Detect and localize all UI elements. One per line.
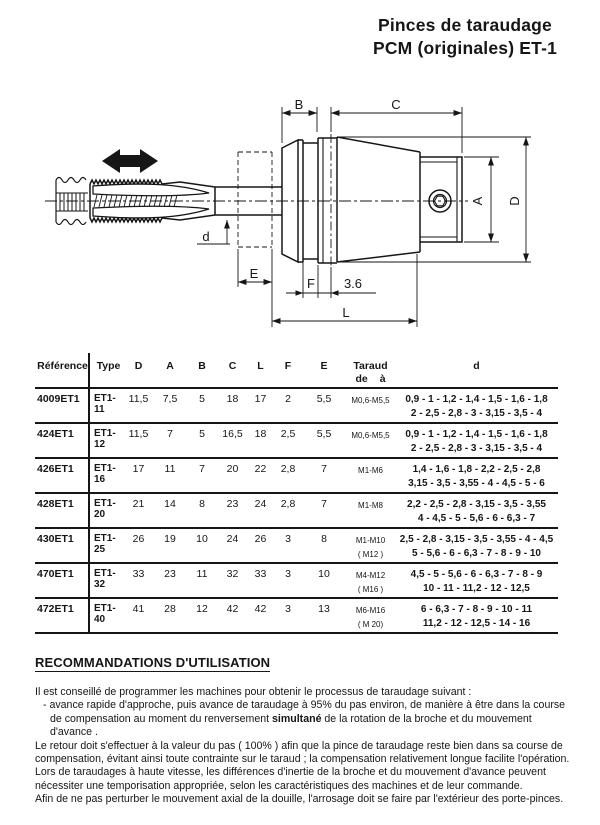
cell-C: 20: [226, 463, 239, 475]
dim-label-c: C: [391, 97, 401, 112]
table-header-row: [35, 353, 558, 388]
cell-F: 3: [285, 568, 291, 580]
cell-d-line1: 2,5 - 2,8 - 3,15 - 3,5 - 3,55 - 4 - 4,5: [399, 533, 554, 545]
cell-E: 10: [318, 568, 330, 580]
dim-label-rim: 3.6: [343, 276, 363, 291]
page-title: [340, 14, 590, 60]
table-row: [35, 493, 558, 528]
header-a: A: [166, 360, 174, 372]
cell-F: 3: [285, 603, 291, 615]
cell-A: 28: [164, 603, 176, 615]
dimension-annotations: [197, 107, 531, 327]
cell-reference: 472ET1: [35, 598, 89, 633]
cell-L: 24: [254, 498, 267, 510]
cell-L: 26: [254, 533, 267, 545]
cell-E: 5,5: [316, 428, 332, 440]
spec-table-body: [35, 388, 558, 633]
cell-d-line2: 4 - 4,5 - 5 - 5,6 - 6 - 6,3 - 7: [417, 512, 536, 524]
cell-d-line2: 3,15 - 3,5 - 3,55 - 4 - 4,5 - 5 - 6: [408, 477, 545, 489]
cell-d-values: [395, 423, 558, 458]
cell-D: 26: [132, 533, 145, 545]
cell-d-line2: 2 - 2,5 - 2,8 - 3 - 3,15 - 3,5 - 4: [410, 407, 543, 419]
cell-B: 7: [199, 463, 205, 475]
cell-reference: 4009ET1: [35, 388, 89, 423]
reco-para3-line2: nécessiter une temporisation appropriée, selon les caractéristiques des machines et de leur commande.: [35, 779, 523, 792]
cell-C: 23: [226, 498, 239, 510]
reco-bullet-line2-pre: de compensation au moment du renversement: [50, 712, 273, 725]
cell-taraud: [346, 458, 395, 493]
cell-A: 14: [164, 498, 176, 510]
cell-d-values: [395, 563, 558, 598]
cell-L: 18: [254, 428, 267, 440]
cell-d-values: [395, 528, 558, 563]
cell-C: 18: [226, 393, 239, 405]
cell-B: 5: [199, 428, 205, 440]
cell-taraud-range: M1-M8: [358, 501, 383, 510]
cell-D: 21: [132, 498, 145, 510]
cell-type: ET1-11: [94, 393, 116, 415]
header-d-small: d: [473, 360, 480, 372]
cell-d-values: [395, 598, 558, 633]
header-b: B: [198, 360, 206, 372]
reco-bullet-line2-bold: simultané: [272, 712, 322, 725]
cell-L: 22: [254, 463, 267, 475]
reco-intro: Il est conseillé de programmer les machines pour obtenir le processus de taraudage suivant :: [35, 686, 472, 698]
reco-para4: Afin de ne pas perturber le mouvement axial de la douille, l'arrosage doit se faire par l'extérieur des porte-pinces.: [35, 793, 564, 806]
cell-taraud-range: M4-M12: [355, 571, 386, 580]
header-taraud-a: à: [379, 373, 386, 385]
cell-C: 16,5: [222, 428, 243, 440]
header-type: Type: [96, 360, 121, 372]
dim-label-e: E: [249, 266, 259, 281]
cell-E: 5,5: [316, 393, 332, 405]
header-l: L: [257, 360, 264, 372]
collet-drawing-svg: [30, 85, 570, 335]
table-row: [35, 528, 558, 563]
table-row: [35, 388, 558, 423]
dim-label-f: F: [307, 276, 315, 291]
cell-D: 17: [132, 463, 145, 475]
cell-taraud-range: M1-M10: [355, 536, 386, 545]
dim-label-d-small: d: [202, 229, 210, 244]
cell-F: 2: [285, 393, 291, 405]
header-taraud-line2: [346, 373, 395, 386]
cell-L: 17: [254, 393, 267, 405]
cell-type: ET1-12: [94, 428, 116, 450]
cell-D: 11,5: [128, 393, 149, 405]
header-taraud-line1: Taraud: [353, 360, 388, 372]
header-taraud-de: de: [355, 373, 368, 385]
axial-motion-arrow-icon: [102, 149, 158, 173]
reco-para2-line2: compensation, évitant ainsi toute contrainte sur le taraud ; la compensation relativement longue facilite l'opération.: [35, 753, 570, 766]
recommendations-heading: RECOMMANDATIONS D'UTILISATION: [35, 655, 271, 670]
cell-d-line2: 11,2 - 12 - 12,5 - 14 - 16: [422, 617, 531, 629]
table-row: [35, 423, 558, 458]
cell-type: ET1-16: [94, 463, 116, 485]
dim-label-a: A: [470, 196, 485, 206]
cell-B: 11: [196, 568, 208, 580]
cell-d-values: [395, 388, 558, 423]
cell-B: 12: [196, 603, 208, 615]
cell-F: 3: [285, 533, 291, 545]
cell-F: 2,8: [280, 463, 296, 475]
cell-C: 32: [226, 568, 239, 580]
hidden-bore-outline: [238, 152, 272, 247]
cell-d-line2: 5 - 5,6 - 6 - 6,3 - 7 - 8 - 9 - 10: [412, 547, 541, 559]
cell-d-values: [395, 458, 558, 493]
cell-taraud: [346, 563, 395, 598]
cell-D: 11,5: [128, 428, 149, 440]
cell-taraud-range: M0,6-M5,5: [351, 431, 390, 440]
header-reference: Référence: [35, 353, 89, 388]
cell-type: ET1-25: [94, 533, 116, 555]
cell-taraud: [346, 493, 395, 528]
reco-bullet-line3: d'avance .: [50, 726, 98, 739]
cell-reference: 424ET1: [35, 423, 89, 458]
reco-para3-line1: Lors de taraudages à haute vitesse, les différences d'inertie de la broche et du mouvement d'avance peuvent: [35, 766, 546, 779]
header-e: E: [320, 360, 328, 372]
cell-A: 7: [167, 428, 173, 440]
cell-A: 19: [164, 533, 176, 545]
cell-taraud: [346, 528, 395, 563]
page-title-line1: Pinces de taraudage: [377, 15, 552, 35]
cell-d-line1: 6 - 6,3 - 7 - 8 - 9 - 10 - 11: [420, 603, 533, 615]
table-row: [35, 598, 558, 633]
cell-F: 2,5: [280, 428, 296, 440]
cell-F: 2,8: [280, 498, 296, 510]
dim-label-b: B: [294, 97, 304, 112]
reco-bullet-line1: - avance rapide d'approche, puis avance de taraudage à 95% du pas environ, de manière à être dans la course: [43, 699, 566, 712]
cell-reference: 470ET1: [35, 563, 89, 598]
cell-L: 33: [254, 568, 267, 580]
cell-A: 11: [164, 463, 176, 475]
cell-L: 42: [254, 603, 267, 615]
reco-bullet-line2: [35, 713, 580, 726]
cell-d-line1: 2,2 - 2,5 - 2,8 - 3,15 - 3,5 - 3,55: [407, 498, 546, 510]
cell-E: 7: [321, 463, 327, 475]
cell-taraud-range: M6-M16: [355, 606, 386, 615]
cell-taraud-option: ( M 20): [357, 619, 384, 629]
spec-table: [35, 353, 558, 634]
cell-taraud-range: M1-M6: [358, 466, 383, 475]
cell-reference: 430ET1: [35, 528, 89, 563]
cell-taraud-option: ( M16 ): [357, 584, 384, 594]
cell-d-values: [395, 493, 558, 528]
cell-B: 8: [199, 498, 205, 510]
reco-bullet-line2-post: de la rotation de la broche et du mouvement: [321, 712, 532, 725]
technical-drawing: [30, 85, 570, 335]
page-title-line2: PCM (originales) ET-1: [372, 38, 558, 58]
dim-label-d-big: D: [507, 196, 522, 206]
cell-B: 10: [196, 533, 208, 545]
cell-D: 41: [132, 603, 145, 615]
cell-d-line1: 0,9 - 1 - 1,2 - 1,4 - 1,5 - 1,6 - 1,8: [405, 393, 548, 405]
recommendations-text: [35, 686, 580, 807]
table-row: [35, 563, 558, 598]
header-d: D: [134, 360, 143, 372]
cell-d-line1: 1,4 - 1,6 - 1,8 - 2,2 - 2,5 - 2,8: [412, 463, 541, 475]
cell-A: 7,5: [162, 393, 178, 405]
cell-type: ET1-32: [94, 568, 116, 590]
cell-d-line2: 2 - 2,5 - 2,8 - 3 - 3,15 - 3,5 - 4: [410, 442, 543, 454]
cell-C: 24: [226, 533, 239, 545]
cell-E: 8: [321, 533, 327, 545]
cell-d-line1: 4,5 - 5 - 5,6 - 6 - 6,3 - 7 - 8 - 9: [410, 568, 543, 580]
cell-D: 33: [132, 568, 145, 580]
cell-taraud: [346, 388, 395, 423]
dim-label-l: L: [342, 305, 350, 320]
cell-taraud: [346, 598, 395, 633]
cell-d-line1: 0,9 - 1 - 1,2 - 1,4 - 1,5 - 1,6 - 1,8: [405, 428, 548, 440]
cell-taraud-option: ( M12 ): [357, 549, 384, 559]
cell-reference: 426ET1: [35, 458, 89, 493]
cell-B: 5: [199, 393, 205, 405]
cell-E: 13: [318, 603, 330, 615]
header-c: C: [228, 360, 237, 372]
cell-taraud: [346, 423, 395, 458]
header-f: F: [284, 360, 292, 372]
cell-A: 23: [164, 568, 176, 580]
cell-C: 42: [226, 603, 239, 615]
reco-para2-line1: Le retour doit s'effectuer à la valeur du pas ( 100% ) afin que la pince de taraudage reste bien dans sa course de: [35, 739, 563, 752]
cell-taraud-range: M0,6-M5,5: [351, 396, 390, 405]
cell-E: 7: [321, 498, 327, 510]
table-row: [35, 458, 558, 493]
header-taraud: [346, 353, 395, 388]
cell-reference: 428ET1: [35, 493, 89, 528]
cell-type: ET1-40: [94, 603, 116, 625]
cell-d-line2: 10 - 11 - 11,2 - 12 - 12,5: [423, 582, 530, 594]
cell-type: ET1-20: [94, 498, 116, 520]
